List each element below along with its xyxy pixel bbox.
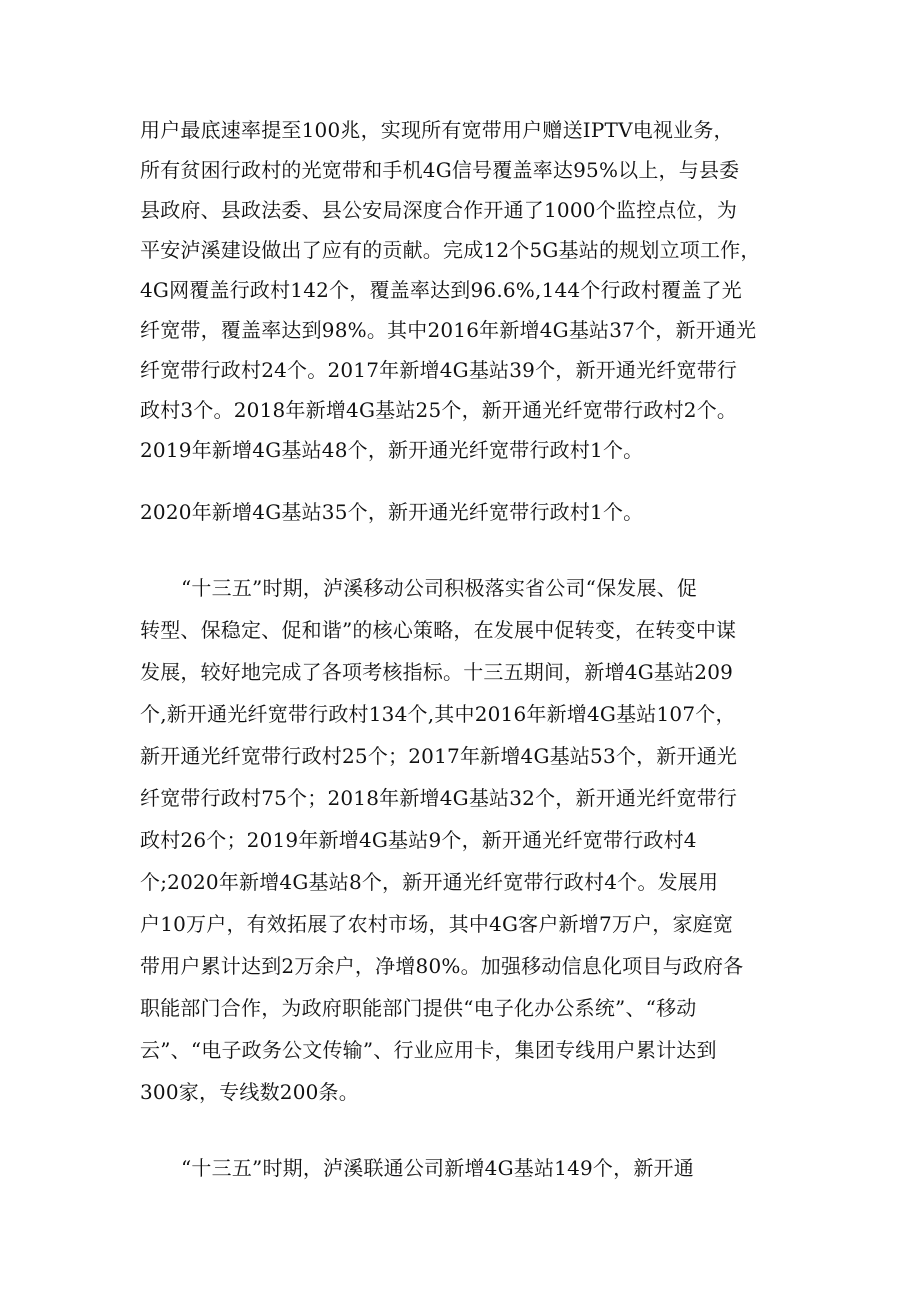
text-line: 2020年新增4G基站35个，新开通光纤宽带行政村1个。 [140,500,644,524]
text-line: 300家，专线数200条。 [140,1080,359,1104]
text-line: 4G网覆盖行政村142个，覆盖率达到96.6%,144个行政村覆盖了光 [140,278,742,302]
text-line: 纤宽带行政村24个。2017年新增4G基站39个，新开通光纤宽带行 [140,358,738,382]
text-line: 纤宽带行政村75个；2018年新增4G基站32个，新开通光纤宽带行 [140,786,738,810]
paragraph-first-line: “十三五”时期，泸溪移动公司积极落实省公司“保发展、促 [181,576,698,600]
text-line: 政村26个；2019年新增4G基站9个，新开通光纤宽带行政村4 [140,828,697,852]
text-line: 新开通光纤宽带行政村25个；2017年新增4G基站53个，新开通光 [140,744,738,768]
text-line: 县政府、县政法委、县公安局深度合作开通了1000个监控点位，为 [140,198,738,222]
text-line: 纤宽带，覆盖率达到98%。其中2016年新增4G基站37个，新开通光 [140,318,757,342]
text-line: 发展，较好地完成了各项考核指标。十三五期间，新增4G基站209 [140,660,734,684]
text-line: 政村3个。2018年新增4G基站25个，新开通光纤宽带行政村2个。 [140,398,738,422]
text-line: 户10万户，有效拓展了农村市场，其中4G客户新增7万户，家庭宽 [140,912,734,936]
text-line: 所有贫困行政村的光宽带和手机4G信号覆盖率达95%以上，与县委 [140,158,740,182]
text-line: 个,新开通光纤宽带行政村134个,其中2016年新增4G基站107个， [140,702,736,726]
text-line: 带用户累计达到2万余户，净增80%。加强移动信息化项目与政府各 [140,954,744,978]
text-line: 平安泸溪建设做出了应有的贡献。完成12个5G基站的规划立项工作， [140,238,761,262]
paragraph-first-line: “十三五”时期，泸溪联通公司新增4G基站149个，新开通 [181,1156,694,1180]
text-line: 用户最底速率提至100兆，实现所有宽带用户赠送IPTV电视业务， [140,118,734,142]
text-line: 云”、“电子政务公文传输”、行业应用卡，集团专线用户累计达到 [140,1038,717,1062]
text-line: 个;2020年新增4G基站8个，新开通光纤宽带行政村4个。发展用 [140,870,719,894]
text-line: 转型、保稳定、促和谐”的核心策略，在发展中促转变，在转变中谋 [140,618,737,642]
text-line: 职能部门合作，为政府职能部门提供“电子化办公系统”、“移动 [140,996,697,1020]
text-line: 2019年新增4G基站48个，新开通光纤宽带行政村1个。 [140,438,644,462]
